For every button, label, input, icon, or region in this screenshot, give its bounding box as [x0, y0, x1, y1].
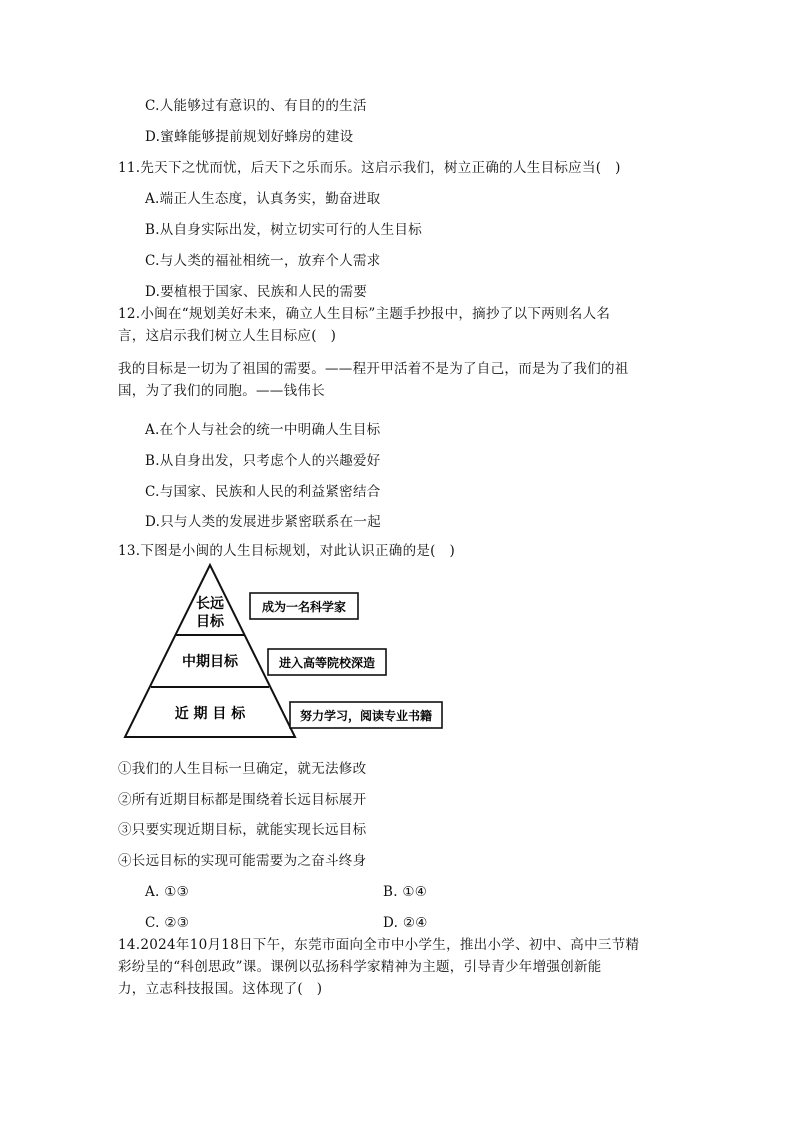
q11-option-d: D.要植根于国家、民族和人民的需要	[145, 284, 368, 300]
q13-stem: 13.下图是小闽的人生目标规划，对此认识正确的是( )	[118, 543, 456, 559]
q12-option-b: B.从自身出发，只考虑个人的兴趣爱好	[145, 453, 381, 469]
goal-pyramid-diagram	[120, 562, 450, 742]
pyramid-bottom-label: 近 期 目 标	[174, 706, 246, 722]
q12-option-a: A.在个人与社会的统一中明确人生目标	[145, 422, 381, 438]
q13-option-a: A. ①③	[145, 884, 190, 900]
q12-quote-line2: 国，为了我们的同胞。——钱伟长	[118, 383, 325, 399]
q13-statement-4: ④长远目标的实现可能需要为之奋斗终身	[118, 853, 367, 869]
q12-stem-line2: 言，这启示我们树立人生目标应( )	[118, 328, 337, 344]
q10-option-d: D.蜜蜂能够提前规划好蜂房的建设	[145, 129, 354, 145]
box-mid-term-text: 进入高等院校深造	[278, 656, 376, 670]
q11-option-a: A.端正人生态度，认真务实，勤奋进取	[145, 191, 381, 207]
q11-stem: 11.先天下之忧而忧，后天下之乐而乐。这启示我们，树立正确的人生目标应当( )	[118, 160, 621, 176]
q11-option-c: C.与人类的福祉相统一，放弃个人需求	[145, 253, 381, 269]
q14-stem-line1: 14.2024年10月18日下午，东莞市面向全市中小学生，推出小学、初中、高中三节精	[118, 937, 640, 953]
q14-stem-line3: 力，立志科技报国。这体现了( )	[118, 981, 323, 997]
q13-option-c: C. ②③	[145, 915, 190, 931]
q11-option-b: B.从自身实际出发，树立切实可行的人生目标	[145, 222, 423, 238]
q13-option-d: D. ②④	[383, 915, 428, 931]
q12-option-c: C.与国家、民族和人民的利益紧密结合	[145, 484, 381, 500]
pyramid-mid-label: 中期目标	[182, 654, 238, 670]
pyramid-top-label-1: 长远	[196, 596, 224, 612]
q12-stem-line1: 12.小闽在“规划美好未来，确立人生目标”主题手抄报中，摘抄了以下两则名人名	[118, 306, 611, 322]
box-short-term-text: 努力学习，阅读专业书籍	[299, 709, 433, 723]
q14-stem-line2: 彩纷呈的“科创思政”课。课例以弘扬科学家精神为主题，引导青少年增强创新能	[118, 959, 602, 975]
box-long-term-text: 成为一名科学家	[261, 600, 347, 614]
q12-quote-line1: 我的目标是一切为了祖国的需要。——程开甲活着不是为了自己，而是为了我们的祖	[118, 361, 629, 377]
q12-option-d: D.只与人类的发展进步紧密联系在一起	[145, 514, 382, 530]
pyramid-top-label-2: 目标	[196, 614, 224, 630]
q10-option-c: C.人能够过有意识的、有目的的生活	[145, 98, 367, 114]
q13-statement-1: ①我们的人生目标一旦确定，就无法修改	[118, 761, 367, 777]
q13-statement-3: ③只要实现近期目标，就能实现长远目标	[118, 822, 367, 838]
q13-statement-2: ②所有近期目标都是围绕着长远目标展开	[118, 792, 367, 808]
q13-option-b: B. ①④	[383, 884, 428, 900]
